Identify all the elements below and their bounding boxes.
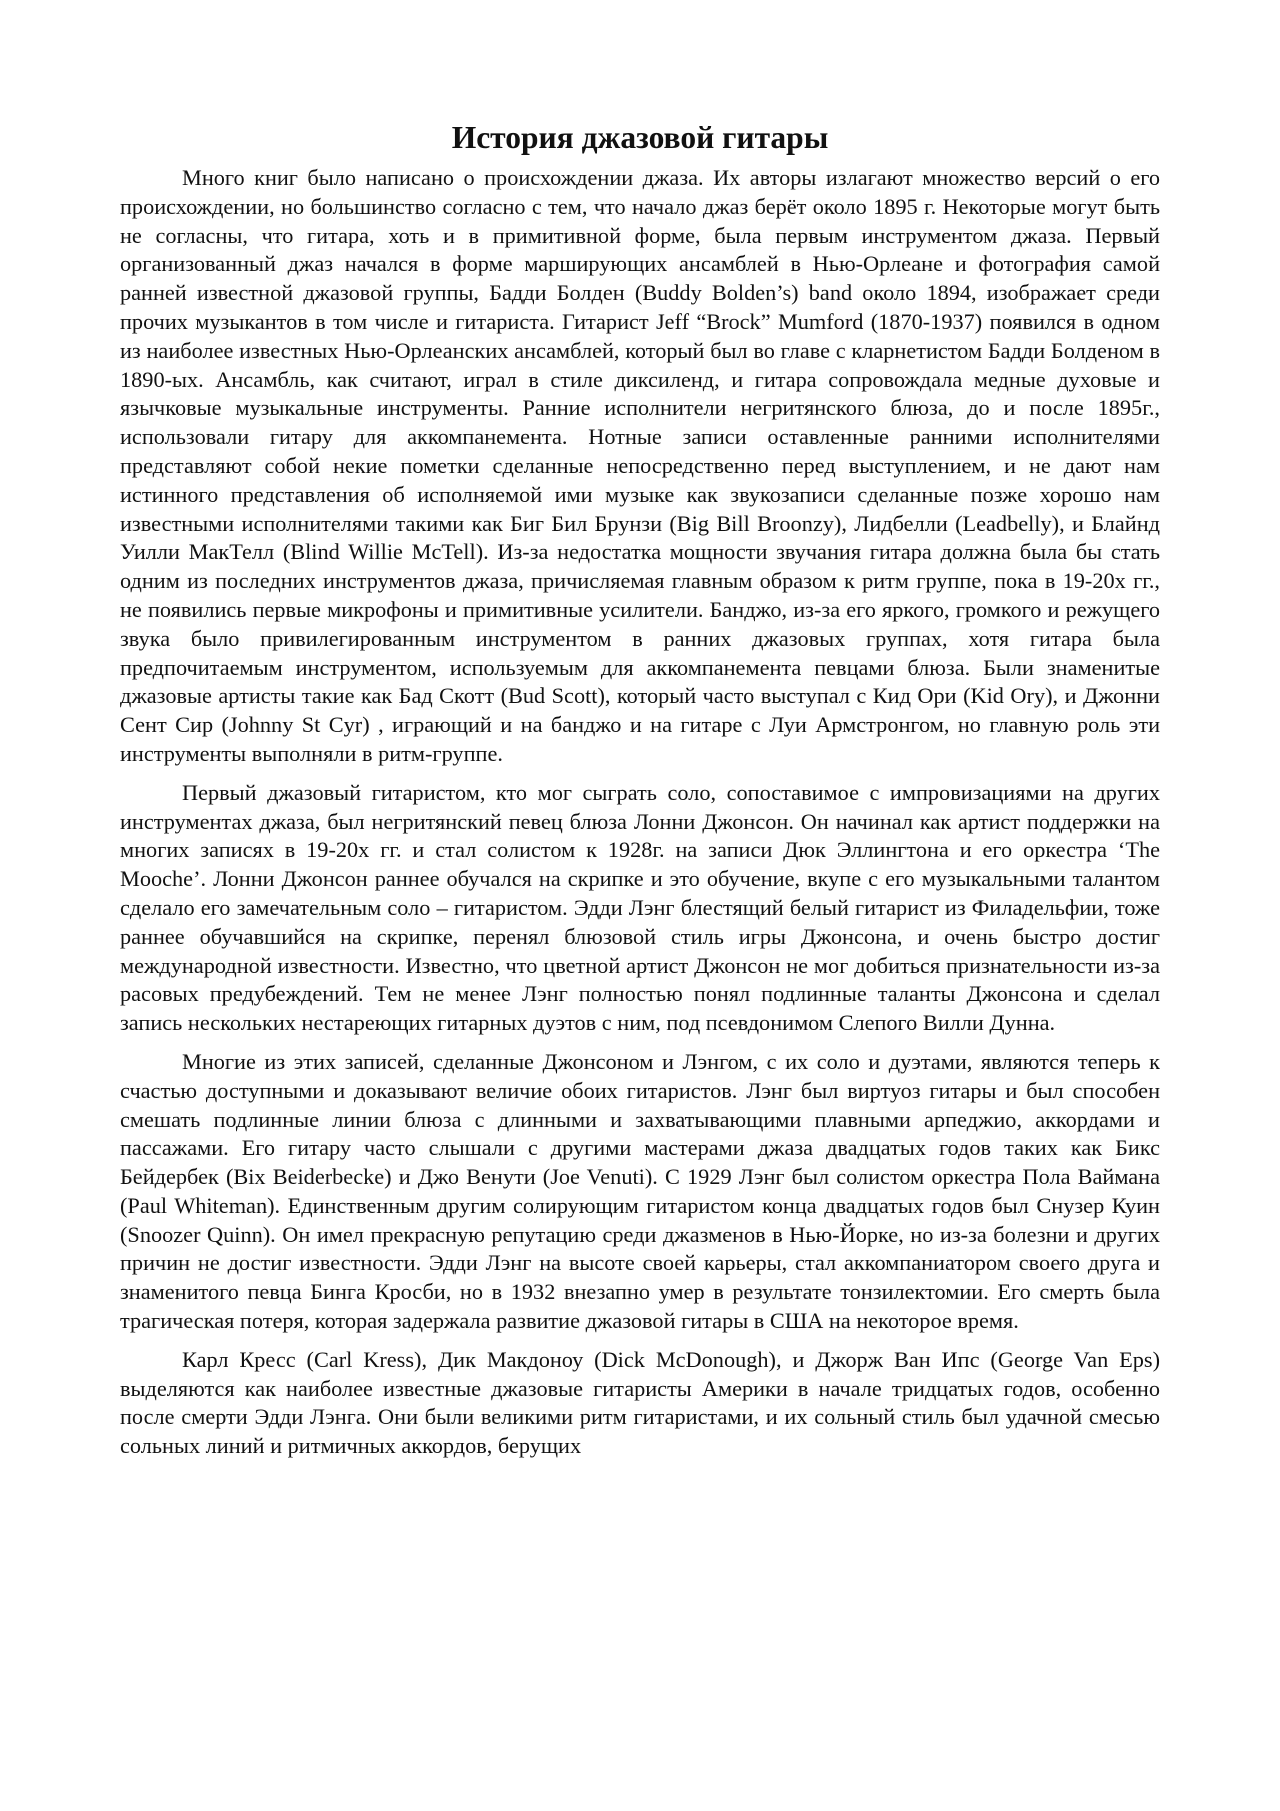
paragraph-2: Первый джазовый гитаристом, кто мог сыграть соло, сопоставимое с импровизациями на других инструментах джаза, был негритянский певец блюза Лонни Джонсон. Он начинал как артист поддержки на многих записях в 19-20х гг. и стал солистом к 1928г. на записи Дюк Эллингтона и его оркестра ‘The Mooche’. Лонни Джонсон раннее обучался на скрипке и это обучение, вкупе с его музыкальными талантом сделало его замечательным соло – гитаристом. Эдди Лэнг блестящий белый гитарист из Филадельфии, тоже раннее обучавшийся на скрипке, перенял блюзовой стиль игры Джонсона, и очень быстро достиг международной известности. Известно, что цветной артист Джонсон не мог добиться признательности из-за расовых предубеждений. Тем не менее Лэнг полностью понял подлинные таланты Джонсона и сделал запись нескольких нестареющих гитарных дуэтов с ним, под псевдонимом Слепого Вилли Дунна. bbox=[120, 779, 1160, 1036]
document-page bbox=[120, 118, 1160, 1471]
paragraph-4: Карл Кресс (Carl Kress), Дик Макдоноу (Dick McDonough), и Джорж Ван Ипс (George Van Eps) выделяются как наиболее известные джазовые гитаристы Америки в начале тридцатых годов, особенно после смерти Эдди Лэнга. Они были великими ритм гитаристами, и их сольный стиль был удачной смесью сольных линий и ритмичных аккордов, берущих bbox=[120, 1346, 1160, 1459]
document-title: История джазовой гитары bbox=[451, 120, 829, 155]
paragraph-3: Многие из этих записей, сделанные Джонсоном и Лэнгом, с их соло и дуэтами, являются теперь к счастью доступными и доказывают величие обоих гитаристов. Лэнг был виртуоз гитары и был способен смешать подлинные линии блюза с длинными и захватывающими плавными арпеджио, аккордами и пассажами. Его гитару часто слышали с другими мастерами джаза двадцатых годов таких как Бикс Бейдербек (Bix Beiderbecke) и Джо Венути (Joe Venuti). С 1929 Лэнг был солистом оркестра Пола Ваймана (Paul Whiteman). Единственным другим солирующим гитаристом конца двадцатых годов был Снузер Куин (Snoozer Quinn). Он имел прекрасную репутацию среди джазменов в Нью-Йорке, но из-за болезни и других причин не достиг известности. Эдди Лэнг на высоте своей карьеры, стал аккомпаниатором своего друга и знаменитого певца Бинга Кросби, но в 1932 внезапно умер в результате тонзилектомии. Его смерть была трагическая потеря, которая задержала развитие джазовой гитары в США на некоторое время. bbox=[120, 1048, 1160, 1334]
paragraph-1: Много книг было написано о происхождении джаза. Их авторы излагают множество версий о его происхождении, но большинство согласно с тем, что начало джаз берёт около 1895 г. Некоторые могут быть не согласны, что гитара, хоть и в примитивной форме, была первым инструментом джаза. Первый организованный джаз начался в форме марширующих ансамблей в Нью-Орлеане и фотография самой ранней известной джазовой группы, Бадди Болден (Buddy Bolden’s) band около 1894, изображает среди прочих музыкантов в том числе и гитариста. Гитарист Jeff “Brock” Mumford (1870-1937) появился в одном из наиболее известных Нью-Орлеанских ансамблей, который был во главе с кларнетистом Бадди Болденом в 1890-ых. Ансамбль, как считают, играл в стиле диксиленд, и гитара сопровождала медные духовые и язычковые музыкальные инструменты. Ранние исполнители негритянского блюза, до и после 1895г., использовали гитару для аккомпанемента. Нотные записи оставленные ранними исполнителями представляют собой некие пометки сделанные непосредственно перед выступлением, и не дают нам истинного представления об исполняемой ими музыке как звукозаписи сделанные позже хорошо нам известными исполнителями такими как Биг Бил Брунзи (Big Bill Broonzy), Лидбелли (Leadbelly), и Блайнд Уилли МакТелл (Blind Willie McTell). Из-за недостатка мощности звучания гитара должна была бы стать одним из последних инструментов джаза, причисляемая главным образом к ритм группе, пока в 19-20х гг., не появились первые микрофоны и примитивные усилители. Банджо, из-за его яркого, громкого и режущего звука было привилегированным инструментом в ранних джазовых группах, хотя гитара была предпочитаемым инструментом, используемым для аккомпанемента певцами блюза. Были знаменитые джазовые артисты такие как Бад Скотт (Bud Scott), который часто выступал с Кид Ори (Kid Ory), и Джонни Сент Сир (Johnny St Cyr) , играющий и на банджо и на гитаре с Луи Армстронгом, но главную роль эти инструменты выполняли в ритм-группе. bbox=[120, 165, 1160, 766]
